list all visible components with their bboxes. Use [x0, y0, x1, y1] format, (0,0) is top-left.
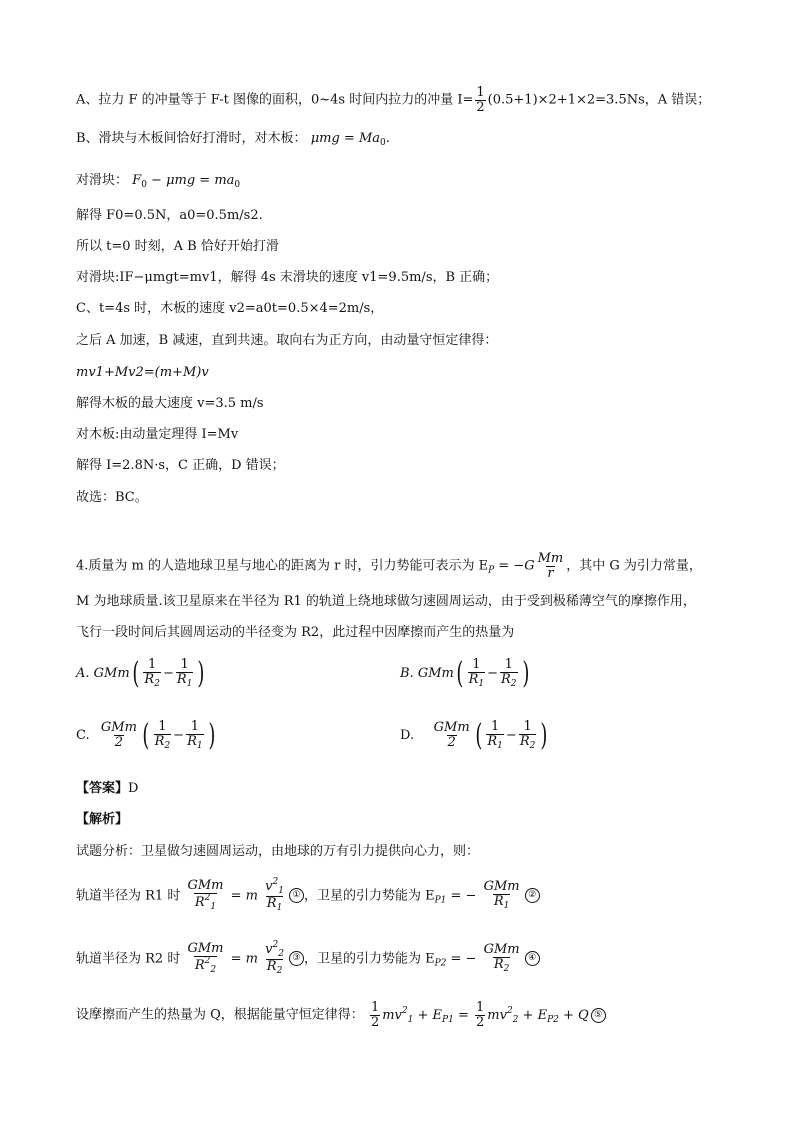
paren-right: ) [521, 655, 529, 691]
superscript: 2 [401, 1005, 408, 1016]
subscript: 1 [478, 678, 485, 689]
fraction [433, 721, 471, 749]
subscript: 1 [276, 903, 283, 914]
r: R [187, 733, 197, 749]
equation: = −G [494, 558, 535, 574]
subscript: 1 [210, 902, 217, 913]
r: R [144, 671, 155, 687]
equation: F [132, 173, 142, 188]
subscript: 2 [503, 964, 510, 975]
option-label: A. GMm [76, 666, 130, 682]
numerator: 1 [504, 657, 513, 672]
circled-number: ② [525, 888, 540, 903]
text: 对滑块： [76, 173, 129, 188]
fraction-half [370, 1001, 380, 1029]
line-so: 所以 t=0 时刻，A B 恰好开始打滑 [76, 239, 279, 254]
line-after: 之后 A 加速，B 减速，直到共速。取向右为正方向，由动量守恒定律得： [76, 333, 498, 348]
superscript: 2 [506, 1005, 513, 1016]
denominator [176, 672, 194, 689]
subscript: 1 [196, 740, 203, 751]
denominator: r [547, 565, 554, 581]
analysis-tag [76, 811, 128, 829]
subscript: 1 [278, 886, 284, 896]
option-b[interactable] [400, 655, 531, 691]
r: R [154, 733, 165, 749]
denominator: 2 [114, 735, 124, 751]
option-c[interactable] [76, 717, 217, 753]
denominator [194, 893, 217, 912]
line-option-c: C、t=4s 时，木板的速度 v2=a0t=0.5×4=2m/s， [76, 301, 384, 316]
option-label: D. [400, 728, 415, 744]
numerator: 1 [180, 657, 189, 672]
fraction-potential [483, 880, 521, 911]
paren-right: ) [540, 717, 548, 753]
line-solve-1: 解得 F0=0.5N，a0=0.5m/s2. [76, 208, 263, 223]
orbit1-line: 轨道半径为 R1 时 $\frac{\text{GMm}}{R^2_1}$ = m $\frac{v^2_1}{R_1}$ ① ，卫星的引力势能为 $E_{P1}$ = − $\frac{\text{GMm}}{R_1}$ ② [76, 878, 540, 914]
denominator: 2 [370, 1014, 380, 1030]
answer-tag: 【答案】 [76, 781, 129, 796]
numerator: 1 [491, 719, 500, 734]
fraction-half [475, 86, 485, 114]
denominator [154, 734, 172, 751]
minus: − [173, 728, 185, 744]
text: ，其中 G 为引力常量， [566, 558, 702, 574]
paren-right: ) [197, 655, 205, 691]
numerator: GMm [187, 941, 224, 957]
paren-left: ( [475, 717, 483, 753]
fraction-mm-r [537, 552, 565, 580]
circled-number: ③ [289, 951, 304, 966]
text: ，卫星的引力势能为 E [303, 951, 435, 967]
denominator [519, 734, 537, 751]
fraction [176, 658, 194, 689]
text: 轨道半径为 R1 时 [76, 888, 181, 904]
fraction [143, 658, 161, 689]
line-option-a-analysis [76, 86, 710, 114]
answer-value: D [128, 781, 139, 796]
denominator [266, 959, 284, 976]
line-vmax: 解得木板的最大速度 v=3.5 m/s [76, 396, 264, 411]
subscript: P [488, 565, 495, 576]
numerator: GMm [433, 720, 470, 736]
superscript: 2 [204, 893, 211, 904]
circled-number: ⑤ [591, 1008, 606, 1023]
line-momentum: mv1+Mv2=(m+M)v [76, 365, 209, 380]
denominator [186, 734, 204, 751]
analysis-label: 【解析】 [76, 812, 129, 827]
r: R [519, 733, 530, 749]
subscript: 2 [154, 678, 160, 689]
option-d[interactable] [400, 717, 550, 753]
line-impulse: 对滑块:IF−μmgt=mv1，解得 4s 末滑块的速度 v1=9.5m/s，B 正确； [76, 270, 499, 285]
paren-left: ( [142, 717, 150, 753]
r: R [194, 895, 205, 911]
line-slider-equation [76, 172, 240, 194]
minus: − [487, 666, 498, 682]
subscript: P1 [442, 1014, 454, 1025]
denominator [266, 896, 284, 913]
superscript: 2 [204, 956, 211, 967]
r: R [176, 671, 187, 687]
numerator: $v^2_2$ [265, 940, 284, 959]
r: R [194, 958, 205, 974]
minus: − [162, 666, 174, 682]
r: R [501, 671, 511, 687]
numerator: GMm [100, 720, 137, 736]
numerator: 1 [475, 1000, 485, 1015]
denominator: 2 [476, 99, 485, 115]
q4-stem-line-2: M 为地球质量.该卫星原来在半径为 R1 的轨道上绕地球做匀速圆周运动，由于受到极稀薄空气的摩擦作用， [76, 594, 696, 609]
paren-right: ) [207, 717, 215, 753]
fraction-gravity [186, 879, 224, 912]
numerator: GMm [483, 879, 520, 895]
analysis-line-1: 试题分析：卫星做匀速圆周运动，由地球的万有引力提供向心力，则： [76, 844, 480, 859]
equation: μmg = Ma [310, 131, 381, 146]
text: ，卫星的引力势能为 E [303, 888, 435, 904]
subscript: 2 [529, 740, 536, 751]
subscript: 2 [278, 949, 284, 959]
fraction [500, 658, 518, 689]
orbit2-line: 轨道半径为 R2 时 $\frac{\text{GMm}}{R^2_2}$ = m $\frac{v^2_2}{R_2}$ ③ ，卫星的引力势能为 $E_{P2}$ = − $\frac{\text{GMm}}{R_2}$ ④ [76, 941, 540, 977]
subscript: 2 [510, 678, 517, 689]
r: R [493, 894, 504, 910]
subscript: P2 [434, 958, 447, 969]
text: 轨道半径为 R2 时 [76, 951, 181, 967]
text: 4.质量为 m 的人造地球卫星与地心的距离为 r 时，引力势能可表示为 E [76, 558, 489, 574]
numerator: 1 [476, 85, 485, 100]
option-a[interactable] [76, 655, 207, 691]
subscript: 0 [141, 180, 147, 190]
subscript: 0 [234, 180, 241, 190]
expression: (0.5+1)×2+1×2=3.5Ns [487, 92, 645, 108]
circled-number: ④ [525, 951, 540, 966]
subscript: 2 [276, 966, 283, 977]
fraction [186, 720, 204, 751]
subscript: P2 [547, 1014, 559, 1025]
denominator [468, 672, 486, 689]
line-solve-2: 解得 I=2.8N·s，C 正确，D 错误； [76, 458, 285, 473]
denominator [143, 672, 161, 689]
text: ，A 错误； [644, 92, 711, 108]
numerator: 1 [190, 719, 199, 734]
subscript: 2 [164, 740, 171, 751]
option-label: B. GMm [400, 666, 454, 682]
numerator: 1 [472, 657, 481, 672]
fraction-gravity [186, 942, 224, 975]
fraction [486, 720, 504, 751]
fraction [100, 721, 138, 749]
subscript: 2 [210, 965, 217, 976]
subscript: 0 [380, 138, 386, 148]
text: . [385, 131, 390, 146]
subscript: 1 [407, 1014, 414, 1025]
numerator: 1 [370, 1000, 380, 1015]
superscript: 2 [272, 877, 279, 887]
fraction [519, 720, 537, 751]
superscript: 2 [272, 940, 279, 950]
fraction [468, 658, 486, 689]
line-board: 对木板:由动量定理得 I=Mv [76, 427, 239, 442]
r: R [266, 896, 277, 912]
denominator [194, 956, 217, 975]
subscript: 1 [186, 678, 193, 689]
option-label: C. [76, 728, 90, 744]
numerator: Mm [537, 551, 564, 566]
subscript: P1 [434, 895, 447, 906]
r: R [266, 959, 277, 975]
q4-stem-line-1 [76, 552, 702, 580]
paren-left: ( [456, 655, 464, 691]
denominator [486, 734, 504, 751]
subscript: 1 [497, 740, 503, 751]
subscript: 1 [503, 901, 510, 912]
r: R [493, 957, 504, 973]
q4-stem-line-3: 飞行一段时间后其圆周运动的半径变为 R2，此过程中因摩擦而产生的热量为 [76, 625, 515, 640]
fraction-centripetal [264, 878, 285, 914]
denominator [493, 894, 511, 911]
subscript: 2 [512, 1014, 519, 1025]
r: R [468, 671, 479, 687]
line-choose: 故选：BC。 [76, 490, 148, 505]
paren-left: ( [132, 655, 140, 691]
text: 设摩擦而产生的热量为 Q，根据能量守恒定律得： [76, 1007, 364, 1023]
fraction [154, 720, 172, 751]
numerator: 1 [158, 719, 167, 734]
equation: − μmg = ma [146, 173, 235, 188]
numerator: GMm [187, 878, 224, 894]
energy-line: 设摩擦而产生的热量为 Q，根据能量守恒定律得： $\frac{1}{2}$ $mv^2_1 + E_{P1}$ = $\frac{1}{2}$ $mv^2_2 + E_{P2} + Q$ ⑤ [76, 1001, 606, 1029]
numerator: GMm [483, 942, 520, 958]
numerator: 1 [148, 657, 157, 672]
denominator: 2 [475, 1014, 485, 1030]
fraction-potential [483, 943, 521, 974]
text: B、滑块与木板间恰好打滑时，对木板： [76, 131, 307, 146]
text: A、拉力 F 的冲量等于 F-t 图像的面积，0~4s 时间内拉力的冲量 I= [76, 92, 474, 108]
numerator: 1 [523, 719, 532, 734]
denominator: 2 [447, 735, 456, 751]
denominator [500, 672, 518, 689]
r: R [487, 733, 498, 749]
fraction-half [475, 1001, 485, 1029]
line-option-b [76, 130, 390, 152]
answer-line [76, 780, 138, 798]
denominator [493, 957, 511, 974]
fraction-centripetal [264, 941, 285, 977]
minus: − [505, 728, 517, 744]
numerator: $v^2_1$ [265, 877, 284, 896]
circled-number: ① [289, 888, 304, 903]
